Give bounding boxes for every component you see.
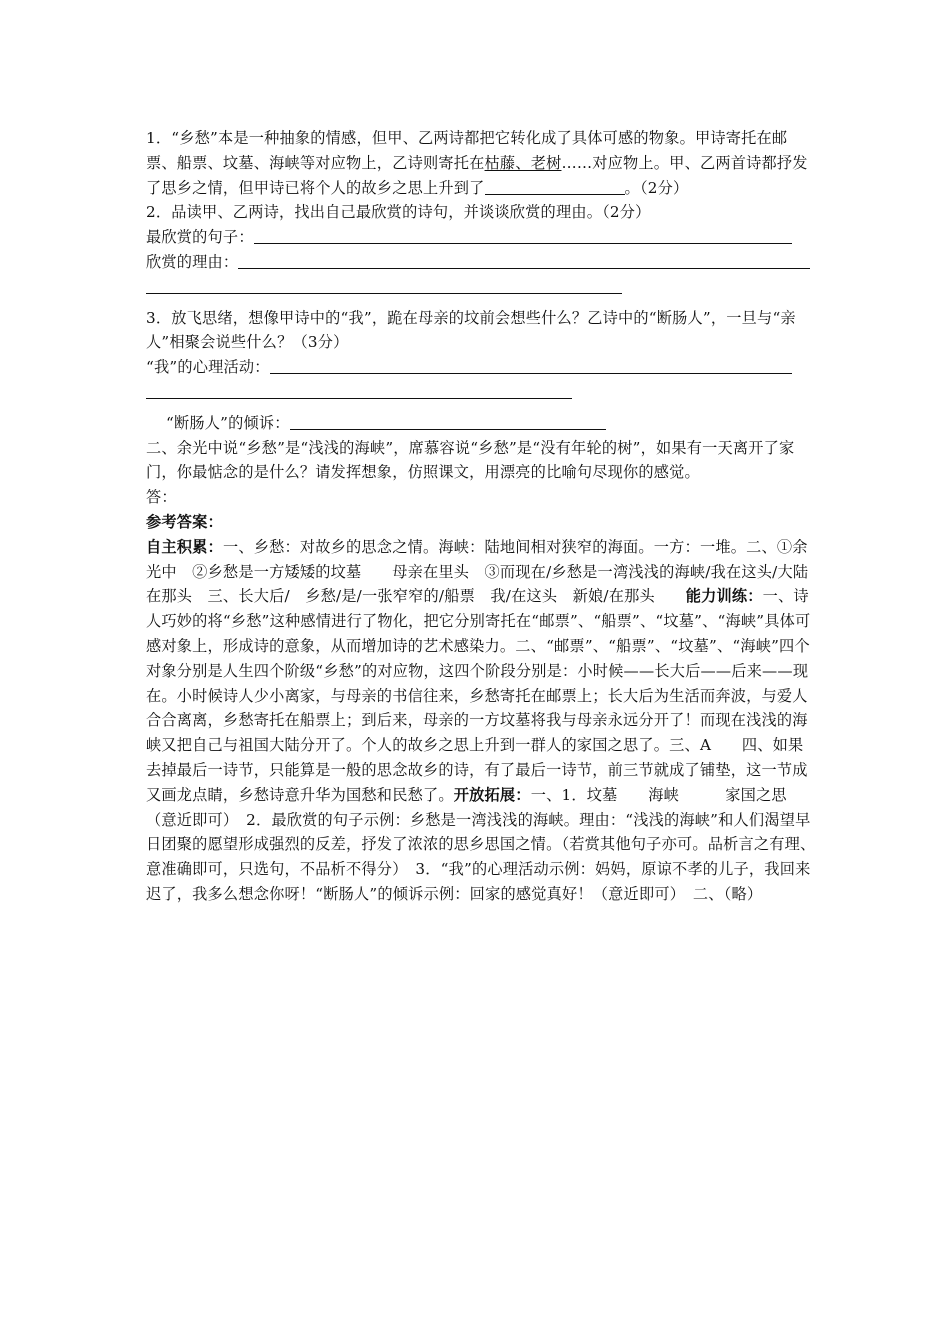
me-thought-label: “我”的心理活动： — [146, 358, 270, 377]
reason-label: 欣赏的理由： — [146, 252, 239, 271]
me-thought-blank[interactable] — [270, 355, 792, 374]
favorite-sentence-label: 最欣赏的句子： — [146, 228, 254, 247]
answers-heading: 参考答案： — [146, 512, 223, 531]
question-1-text-a: 1．“乡愁”本是一种抽象的情感，但甲、乙两诗都把它转化成了具体可感的物象。甲诗寄托在邮票、船票、坟墓、海峡等对应物上，乙诗则寄托在 — [146, 129, 788, 172]
zizhu-label: 自主积累： — [146, 537, 223, 556]
favorite-sentence-blank[interactable] — [254, 225, 792, 244]
kaifang-text: 一、1．坟墓 海峡 家国之思（意近即可） 2．最欣赏的句子示例：乡愁是一湾浅浅的海峡。理由：“浅浅的海峡”和人们渴望早日团聚的愿望形成强烈的反差，抒发了浓浓的思乡思国之情。（若赏其他句子亦可。品析言之有理、意准确即可，只选句，不品析不得分） 3．“我”的心理活动示例：妈妈，原谅不孝的儿子，我回来迟了，我多么想念你呀！“断肠人”的倾诉示例：回家的感觉真好！（意近即可） 二、（略） — [146, 785, 816, 903]
nengli-label: 能力训练： — [685, 587, 763, 606]
section-2-answer: 答： — [146, 488, 177, 507]
favorite-sentence-row — [146, 225, 816, 250]
me-thought-row-2 — [146, 380, 816, 405]
duanchang-row — [146, 411, 816, 436]
nengli-text: 一、诗人巧妙的将“乡愁”这种感情进行了物化，把它分别寄托在“邮票”、“船票”、“坟墓”、“海峡”具体可感对象上，形成诗的意象，从而增加诗的艺术感染力。二、“邮票”、“船票”、“坟墓”、“海峡”四个对象分别是人生四个阶级“乡愁”的对应物，这四个阶段分别是：小时候——长大后——后来——现在。小时候诗人少小离家，与母亲的书信往来，乡愁寄托在邮票上；长大后为生活而奔波，与爱人合合离离，乡愁寄托在船票上；到后来，母亲的一方坟墓将我与母亲永远分开了！而现在浅浅的海峡又把自己与祖国大陆分开了。个人的故乡之思上升到一群人的家国之思了。三、A 四、如果去掉最后一诗节，只能算是一般的思念故乡的诗，有了最后一诗节，前三节就成了铺垫，这一节成又画龙点睛，乡愁诗意升华为国愁和民愁了。 — [146, 587, 811, 804]
reason-row-2 — [146, 275, 816, 300]
kaifang-label: 开放拓展： — [453, 785, 531, 804]
underlined-answer-hint: 枯藤、老树 — [484, 153, 562, 172]
question-3: 3．放飞思绪，想像甲诗中的“我”，跪在母亲的坟前会想些什么？乙诗中的“断肠人”，一旦与“亲人”相聚会说些什么？（3分） — [146, 308, 796, 352]
reason-blank-2[interactable] — [146, 275, 622, 294]
answer-blank-q1[interactable] — [485, 176, 625, 195]
reason-blank[interactable] — [238, 250, 810, 269]
answers-body — [146, 535, 816, 907]
duanchang-label: “断肠人”的倾诉： — [166, 413, 290, 432]
question-1-text-b: ……对应物上。甲、乙两首诗都抒发了思乡之情，但甲诗已将个人的故乡之思上升到了 — [146, 153, 808, 197]
document-page — [146, 126, 816, 907]
reason-row — [146, 250, 816, 275]
question-1 — [146, 126, 816, 200]
question-2: 2．品读甲、乙两诗，找出自己最欣赏的诗句，并谈谈欣赏的理由。（2分） — [146, 203, 651, 222]
section-2-prompt: 二、余光中说“乡愁”是“浅浅的海峡”，席慕容说“乡愁”是“没有年轮的树”，如果有一天离开了家门，你最惦念的是什么？请发挥想象，仿照课文，用漂亮的比喻句尽现你的感觉。 — [146, 438, 795, 482]
duanchang-blank[interactable] — [290, 411, 606, 430]
question-1-text-c: 。（2分） — [624, 178, 689, 197]
zizhu-text: 一、乡愁：对故乡的思念之情。海峡：陆地间相对狭窄的海面。一方：一堆。二、①余光中 ②乡愁是一方矮矮的坟墓 母亲在里头 ③而现在/乡愁是一湾浅浅的海峡/我在这头/大陆在那头 三、长大后/ 乡愁/是/一张窄窄的/船票 我/在这头 新娘/在那头 — [146, 537, 809, 606]
me-thought-row — [146, 355, 816, 380]
me-thought-blank-2[interactable] — [146, 380, 572, 399]
